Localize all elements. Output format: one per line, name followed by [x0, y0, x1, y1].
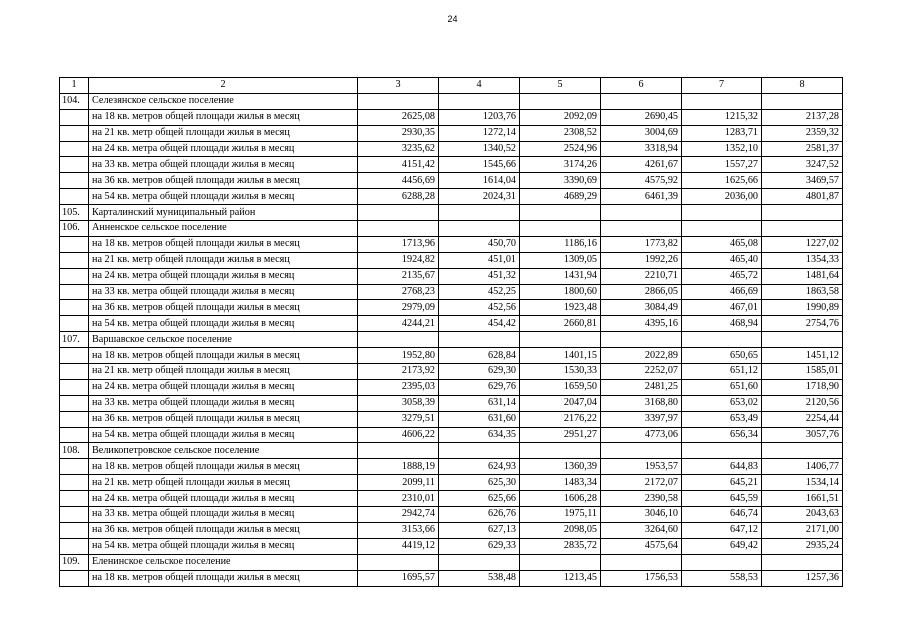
empty-number-cell	[60, 411, 89, 427]
section-number: 105.	[60, 205, 89, 221]
empty-number-cell	[60, 395, 89, 411]
value-cell: 650,65	[682, 348, 762, 364]
empty-cell	[682, 332, 762, 348]
value-cell: 2625,08	[358, 109, 439, 125]
empty-number-cell	[60, 570, 89, 586]
value-cell: 2660,81	[520, 316, 601, 332]
row-description: на 24 кв. метра общей площади жилья в месяц	[89, 491, 358, 507]
row-description: на 18 кв. метров общей площади жилья в месяц	[89, 236, 358, 252]
value-cell: 465,40	[682, 252, 762, 268]
section-name: Анненское сельское поселение	[89, 221, 358, 237]
row-description: на 18 кв. метров общей площади жилья в месяц	[89, 459, 358, 475]
value-cell: 1203,76	[439, 109, 520, 125]
empty-cell	[358, 221, 439, 237]
value-cell: 3046,10	[601, 507, 682, 523]
column-number-row	[60, 78, 843, 94]
value-cell: 4575,92	[601, 173, 682, 189]
value-cell: 466,69	[682, 284, 762, 300]
value-cell: 1215,32	[682, 109, 762, 125]
value-cell: 4151,42	[358, 157, 439, 173]
value-cell: 558,53	[682, 570, 762, 586]
row-description: на 21 кв. метр общей площади жилья в месяц	[89, 475, 358, 491]
row-description: на 33 кв. метра общей площади жилья в месяц	[89, 157, 358, 173]
value-cell: 631,14	[439, 395, 520, 411]
value-cell: 1695,57	[358, 570, 439, 586]
table-row	[60, 411, 843, 427]
table-row	[60, 364, 843, 380]
value-cell: 2835,72	[520, 538, 601, 554]
value-cell: 2754,76	[762, 316, 843, 332]
value-cell: 465,72	[682, 268, 762, 284]
value-cell: 3264,60	[601, 522, 682, 538]
value-cell: 1340,52	[439, 141, 520, 157]
value-cell: 1451,12	[762, 348, 843, 364]
value-cell: 628,84	[439, 348, 520, 364]
value-cell: 2310,01	[358, 491, 439, 507]
table-row	[60, 570, 843, 586]
value-cell: 2252,07	[601, 364, 682, 380]
empty-number-cell	[60, 538, 89, 554]
column-number-cell: 6	[601, 78, 682, 94]
section-number: 104.	[60, 93, 89, 109]
value-cell: 1773,82	[601, 236, 682, 252]
value-cell: 4419,12	[358, 538, 439, 554]
value-cell: 1534,14	[762, 475, 843, 491]
value-cell: 1272,14	[439, 125, 520, 141]
empty-number-cell	[60, 109, 89, 125]
empty-number-cell	[60, 300, 89, 316]
value-cell: 645,59	[682, 491, 762, 507]
value-cell: 2768,23	[358, 284, 439, 300]
value-cell: 647,12	[682, 522, 762, 538]
value-cell: 634,35	[439, 427, 520, 443]
row-description: на 54 кв. метра общей площади жилья в месяц	[89, 189, 358, 205]
value-cell: 1975,11	[520, 507, 601, 523]
table-row	[60, 284, 843, 300]
value-cell: 1481,64	[762, 268, 843, 284]
empty-cell	[762, 443, 843, 459]
table-row	[60, 252, 843, 268]
value-cell: 3174,26	[520, 157, 601, 173]
value-cell: 1213,45	[520, 570, 601, 586]
empty-cell	[439, 332, 520, 348]
value-cell: 4689,29	[520, 189, 601, 205]
value-cell: 2690,45	[601, 109, 682, 125]
value-cell: 631,60	[439, 411, 520, 427]
section-name: Еленинское сельское поселение	[89, 554, 358, 570]
column-number-cell: 1	[60, 78, 89, 94]
tariff-table	[59, 77, 843, 587]
value-cell: 2930,35	[358, 125, 439, 141]
value-cell: 1483,34	[520, 475, 601, 491]
empty-number-cell	[60, 491, 89, 507]
table-row	[60, 173, 843, 189]
table-row	[60, 427, 843, 443]
value-cell: 624,93	[439, 459, 520, 475]
value-cell: 1283,71	[682, 125, 762, 141]
value-cell: 6461,39	[601, 189, 682, 205]
table-row	[60, 125, 843, 141]
value-cell: 2137,28	[762, 109, 843, 125]
empty-number-cell	[60, 189, 89, 205]
value-cell: 1953,57	[601, 459, 682, 475]
empty-cell	[439, 221, 520, 237]
row-description: на 24 кв. метра общей площади жилья в месяц	[89, 379, 358, 395]
empty-cell	[601, 443, 682, 459]
empty-cell	[682, 221, 762, 237]
value-cell: 629,76	[439, 379, 520, 395]
row-description: на 54 кв. метра общей площади жилья в месяц	[89, 538, 358, 554]
row-description: на 33 кв. метра общей площади жилья в месяц	[89, 395, 358, 411]
section-number: 109.	[60, 554, 89, 570]
value-cell: 644,83	[682, 459, 762, 475]
value-cell: 4801,87	[762, 189, 843, 205]
column-number-cell: 5	[520, 78, 601, 94]
value-cell: 2047,04	[520, 395, 601, 411]
value-cell: 1557,27	[682, 157, 762, 173]
value-cell: 1360,39	[520, 459, 601, 475]
value-cell: 649,42	[682, 538, 762, 554]
section-number: 106.	[60, 221, 89, 237]
value-cell: 452,25	[439, 284, 520, 300]
row-description: на 33 кв. метра общей площади жилья в месяц	[89, 507, 358, 523]
row-description: на 36 кв. метров общей площади жилья в месяц	[89, 411, 358, 427]
empty-cell	[520, 93, 601, 109]
value-cell: 3397,97	[601, 411, 682, 427]
value-cell: 2210,71	[601, 268, 682, 284]
value-cell: 1545,66	[439, 157, 520, 173]
column-number-cell: 7	[682, 78, 762, 94]
section-row	[60, 443, 843, 459]
value-cell: 6288,28	[358, 189, 439, 205]
value-cell: 2951,27	[520, 427, 601, 443]
value-cell: 2581,37	[762, 141, 843, 157]
value-cell: 1431,94	[520, 268, 601, 284]
value-cell: 454,42	[439, 316, 520, 332]
table-row	[60, 507, 843, 523]
value-cell: 2359,32	[762, 125, 843, 141]
value-cell: 645,21	[682, 475, 762, 491]
value-cell: 3153,66	[358, 522, 439, 538]
value-cell: 3057,76	[762, 427, 843, 443]
empty-cell	[439, 554, 520, 570]
value-cell: 2098,05	[520, 522, 601, 538]
column-number-cell: 4	[439, 78, 520, 94]
row-description: на 36 кв. метров общей площади жилья в месяц	[89, 522, 358, 538]
value-cell: 3279,51	[358, 411, 439, 427]
value-cell: 451,32	[439, 268, 520, 284]
empty-number-cell	[60, 475, 89, 491]
value-cell: 651,12	[682, 364, 762, 380]
empty-cell	[762, 332, 843, 348]
empty-cell	[520, 205, 601, 221]
empty-cell	[682, 443, 762, 459]
value-cell: 2979,09	[358, 300, 439, 316]
value-cell: 468,94	[682, 316, 762, 332]
column-number-cell: 3	[358, 78, 439, 94]
value-cell: 1952,80	[358, 348, 439, 364]
value-cell: 2866,05	[601, 284, 682, 300]
empty-cell	[358, 554, 439, 570]
empty-cell	[601, 221, 682, 237]
table-row	[60, 189, 843, 205]
value-cell: 1401,15	[520, 348, 601, 364]
value-cell: 467,01	[682, 300, 762, 316]
value-cell: 451,01	[439, 252, 520, 268]
value-cell: 3469,57	[762, 173, 843, 189]
value-cell: 1659,50	[520, 379, 601, 395]
empty-cell	[520, 443, 601, 459]
value-cell: 2254,44	[762, 411, 843, 427]
value-cell: 2172,07	[601, 475, 682, 491]
empty-number-cell	[60, 284, 89, 300]
value-cell: 656,34	[682, 427, 762, 443]
row-description: на 24 кв. метра общей площади жилья в месяц	[89, 141, 358, 157]
empty-cell	[762, 93, 843, 109]
value-cell: 629,30	[439, 364, 520, 380]
value-cell: 1661,51	[762, 491, 843, 507]
empty-number-cell	[60, 268, 89, 284]
empty-number-cell	[60, 427, 89, 443]
table-row	[60, 491, 843, 507]
empty-cell	[358, 93, 439, 109]
value-cell: 2176,22	[520, 411, 601, 427]
value-cell: 1354,33	[762, 252, 843, 268]
value-cell: 2395,03	[358, 379, 439, 395]
value-cell: 4456,69	[358, 173, 439, 189]
table-row	[60, 109, 843, 125]
table-row	[60, 538, 843, 554]
empty-number-cell	[60, 157, 89, 173]
value-cell: 2036,00	[682, 189, 762, 205]
empty-cell	[762, 205, 843, 221]
empty-cell	[762, 554, 843, 570]
value-cell: 2935,24	[762, 538, 843, 554]
empty-cell	[520, 554, 601, 570]
value-cell: 626,76	[439, 507, 520, 523]
value-cell: 1585,01	[762, 364, 843, 380]
table-body	[60, 78, 843, 587]
table-row	[60, 475, 843, 491]
table-row	[60, 157, 843, 173]
value-cell: 653,49	[682, 411, 762, 427]
value-cell: 1530,33	[520, 364, 601, 380]
empty-cell	[682, 93, 762, 109]
value-cell: 2390,58	[601, 491, 682, 507]
value-cell: 2173,92	[358, 364, 439, 380]
value-cell: 465,08	[682, 236, 762, 252]
value-cell: 450,70	[439, 236, 520, 252]
row-description: на 18 кв. метров общей площади жилья в месяц	[89, 348, 358, 364]
value-cell: 3235,62	[358, 141, 439, 157]
empty-cell	[601, 205, 682, 221]
row-description: на 21 кв. метр общей площади жилья в месяц	[89, 252, 358, 268]
value-cell: 2022,89	[601, 348, 682, 364]
value-cell: 2120,56	[762, 395, 843, 411]
value-cell: 646,74	[682, 507, 762, 523]
row-description: на 21 кв. метр общей площади жилья в месяц	[89, 364, 358, 380]
empty-cell	[601, 332, 682, 348]
value-cell: 1888,19	[358, 459, 439, 475]
section-number: 107.	[60, 332, 89, 348]
value-cell: 1924,82	[358, 252, 439, 268]
row-description: на 36 кв. метров общей площади жилья в месяц	[89, 173, 358, 189]
value-cell: 625,66	[439, 491, 520, 507]
value-cell: 625,30	[439, 475, 520, 491]
section-number: 108.	[60, 443, 89, 459]
column-number-cell: 2	[89, 78, 358, 94]
value-cell: 1718,90	[762, 379, 843, 395]
value-cell: 2171,00	[762, 522, 843, 538]
value-cell: 2099,11	[358, 475, 439, 491]
row-description: на 54 кв. метра общей площади жилья в месяц	[89, 316, 358, 332]
value-cell: 4773,06	[601, 427, 682, 443]
value-cell: 2308,52	[520, 125, 601, 141]
value-cell: 3168,80	[601, 395, 682, 411]
value-cell: 3004,69	[601, 125, 682, 141]
section-row	[60, 221, 843, 237]
empty-number-cell	[60, 459, 89, 475]
empty-number-cell	[60, 507, 89, 523]
table-row	[60, 459, 843, 475]
value-cell: 1406,77	[762, 459, 843, 475]
value-cell: 1713,96	[358, 236, 439, 252]
value-cell: 1352,10	[682, 141, 762, 157]
empty-number-cell	[60, 364, 89, 380]
section-name: Селезянское сельское поселение	[89, 93, 358, 109]
row-description: на 18 кв. метров общей площади жилья в месяц	[89, 570, 358, 586]
value-cell: 651,60	[682, 379, 762, 395]
empty-number-cell	[60, 236, 89, 252]
value-cell: 2942,74	[358, 507, 439, 523]
value-cell: 1625,66	[682, 173, 762, 189]
page-number: 24	[447, 14, 458, 24]
value-cell: 3390,69	[520, 173, 601, 189]
value-cell: 2043,63	[762, 507, 843, 523]
table-row	[60, 316, 843, 332]
value-cell: 3247,52	[762, 157, 843, 173]
table-row	[60, 268, 843, 284]
section-row	[60, 93, 843, 109]
empty-number-cell	[60, 348, 89, 364]
value-cell: 1863,58	[762, 284, 843, 300]
empty-cell	[682, 205, 762, 221]
empty-cell	[439, 205, 520, 221]
empty-number-cell	[60, 252, 89, 268]
value-cell: 2092,09	[520, 109, 601, 125]
section-name: Карталинский муниципальный район	[89, 205, 358, 221]
value-cell: 4244,21	[358, 316, 439, 332]
value-cell: 4575,64	[601, 538, 682, 554]
value-cell: 3318,94	[601, 141, 682, 157]
row-description: на 18 кв. метров общей площади жилья в месяц	[89, 109, 358, 125]
value-cell: 1756,53	[601, 570, 682, 586]
section-name: Варшавское сельское поселение	[89, 332, 358, 348]
empty-cell	[682, 554, 762, 570]
value-cell: 3058,39	[358, 395, 439, 411]
empty-cell	[520, 221, 601, 237]
empty-cell	[358, 332, 439, 348]
value-cell: 1614,04	[439, 173, 520, 189]
row-description: на 21 кв. метр общей площади жилья в месяц	[89, 125, 358, 141]
table-row	[60, 522, 843, 538]
row-description: на 36 кв. метров общей площади жилья в месяц	[89, 300, 358, 316]
value-cell: 1186,16	[520, 236, 601, 252]
empty-cell	[439, 443, 520, 459]
section-row	[60, 332, 843, 348]
value-cell: 1800,60	[520, 284, 601, 300]
value-cell: 538,48	[439, 570, 520, 586]
section-name: Великопетровское сельское поселение	[89, 443, 358, 459]
table-row	[60, 300, 843, 316]
value-cell: 4606,22	[358, 427, 439, 443]
value-cell: 452,56	[439, 300, 520, 316]
value-cell: 2135,67	[358, 268, 439, 284]
row-description: на 54 кв. метра общей площади жилья в месяц	[89, 427, 358, 443]
empty-cell	[358, 443, 439, 459]
value-cell: 4261,67	[601, 157, 682, 173]
value-cell: 2524,96	[520, 141, 601, 157]
empty-cell	[520, 332, 601, 348]
value-cell: 1309,05	[520, 252, 601, 268]
section-row	[60, 205, 843, 221]
empty-cell	[358, 205, 439, 221]
empty-number-cell	[60, 125, 89, 141]
empty-number-cell	[60, 141, 89, 157]
value-cell: 1923,48	[520, 300, 601, 316]
empty-number-cell	[60, 379, 89, 395]
section-row	[60, 554, 843, 570]
empty-cell	[601, 554, 682, 570]
value-cell: 3084,49	[601, 300, 682, 316]
value-cell: 653,02	[682, 395, 762, 411]
value-cell: 1227,02	[762, 236, 843, 252]
table-row	[60, 379, 843, 395]
table-row	[60, 348, 843, 364]
table-row	[60, 395, 843, 411]
value-cell: 1992,26	[601, 252, 682, 268]
empty-number-cell	[60, 522, 89, 538]
value-cell: 627,13	[439, 522, 520, 538]
value-cell: 629,33	[439, 538, 520, 554]
row-description: на 33 кв. метра общей площади жилья в месяц	[89, 284, 358, 300]
table-row	[60, 236, 843, 252]
empty-cell	[439, 93, 520, 109]
value-cell: 1990,89	[762, 300, 843, 316]
table-row	[60, 141, 843, 157]
empty-number-cell	[60, 173, 89, 189]
empty-cell	[762, 221, 843, 237]
value-cell: 4395,16	[601, 316, 682, 332]
row-description: на 24 кв. метра общей площади жилья в месяц	[89, 268, 358, 284]
empty-number-cell	[60, 316, 89, 332]
value-cell: 2024,31	[439, 189, 520, 205]
column-number-cell: 8	[762, 78, 843, 94]
value-cell: 2481,25	[601, 379, 682, 395]
value-cell: 1606,28	[520, 491, 601, 507]
empty-cell	[601, 93, 682, 109]
value-cell: 1257,36	[762, 570, 843, 586]
